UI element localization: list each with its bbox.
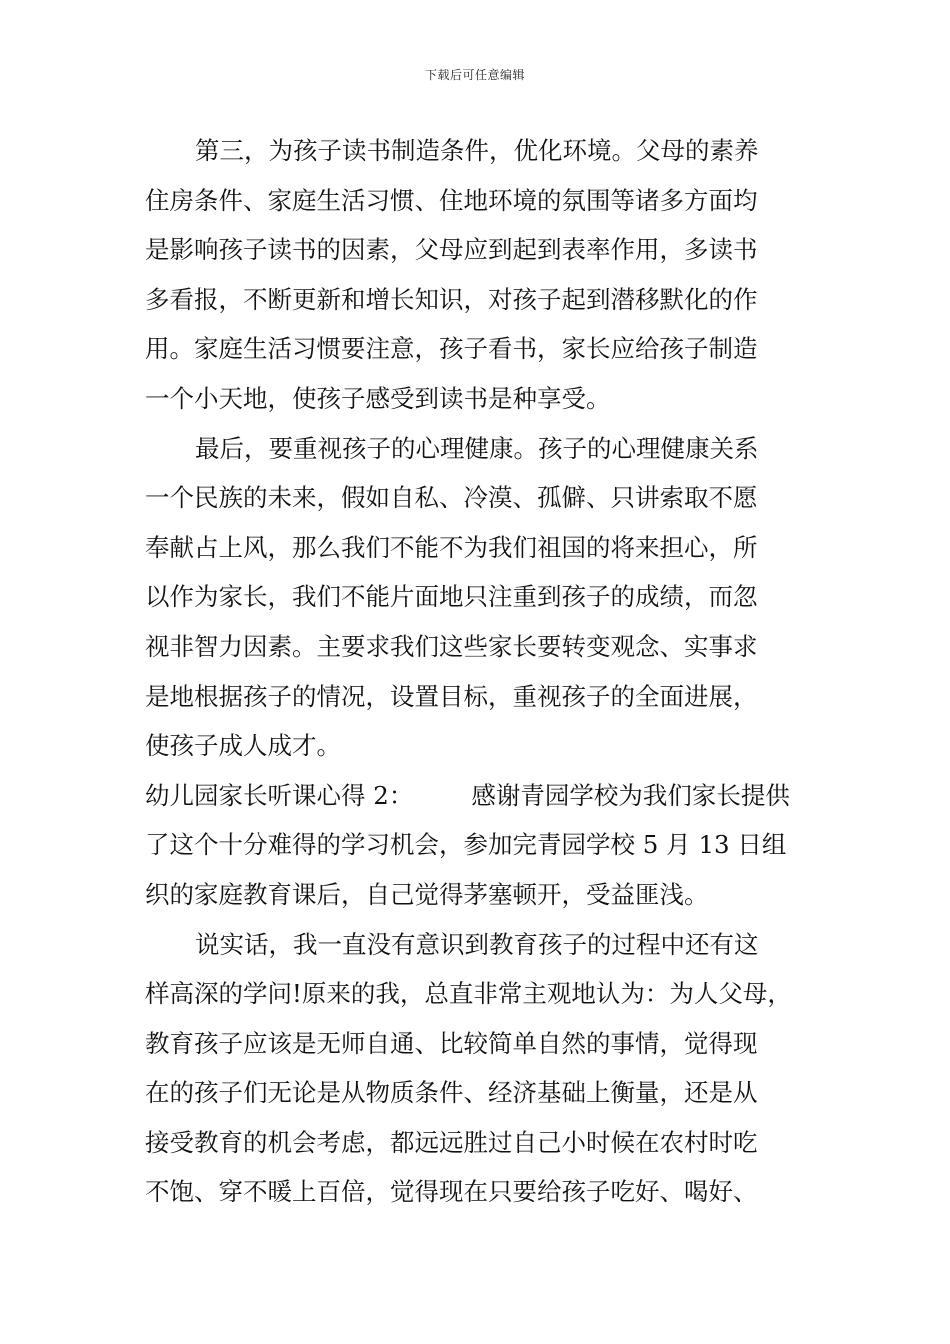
text-line <box>145 126 810 176</box>
line-text: 多看报，不断更新和增长知识，对孩子起到潜移默化的作 <box>145 284 758 314</box>
line-text: 不饱、穿不暖上百倍，觉得现在只要给孩子吃好、喝好、 <box>145 1177 758 1207</box>
line-text: 是地根据孩子的情况，设置目标，重视孩子的全面进展， <box>145 681 758 711</box>
line-text: 住房条件、家庭生活习惯、住地环境的氛围等诸多方面均 <box>145 185 758 215</box>
line-text: 教育孩子应该是无师自通、比较简单自然的事情，觉得现 <box>145 1028 758 1058</box>
section-heading: 幼儿园家长听课心得 2： <box>145 780 414 810</box>
text-line <box>145 523 810 573</box>
line-text: 织的家庭教育课后，自己觉得茅塞顿开，受益匪浅。 <box>145 879 709 909</box>
text-line <box>145 176 810 226</box>
text-line <box>145 969 810 1019</box>
text-line <box>145 1019 810 1069</box>
text-line <box>145 324 810 374</box>
text-line <box>145 275 810 325</box>
text-line <box>145 572 810 622</box>
line-text: 一个小天地，使孩子感受到读书是种享受。 <box>145 383 611 413</box>
text-line <box>145 721 810 771</box>
text-line <box>145 473 810 523</box>
text-line <box>145 920 810 970</box>
text-line <box>145 1118 810 1168</box>
text-line <box>145 1068 810 1118</box>
text-line <box>145 771 810 821</box>
line-text: 是影响孩子读书的因素，父母应到起到表率作用，多读书 <box>145 235 758 265</box>
line-text: 视非智力因素。主要求我们这些家长要转变观念、实事求 <box>145 631 758 661</box>
line-text: 了这个十分难得的学习机会，参加完青园学校 5 月 13 日组 <box>145 830 787 860</box>
text-line <box>145 622 810 672</box>
text-line <box>145 424 810 474</box>
line-text: 在的孩子们无论是从物质条件、经济基础上衡量，还是从 <box>145 1078 758 1108</box>
line-text: 奉献占上风，那么我们不能不为我们祖国的将来担心，所 <box>145 532 758 562</box>
text-line <box>145 374 810 424</box>
text-line <box>145 870 810 920</box>
line-text: 样高深的学问!原来的我，总直非常主观地认为：为人父母， <box>145 979 792 1009</box>
line-text: 用。家庭生活习惯要注意，孩子看书，家长应给孩子制造 <box>145 334 758 364</box>
line-text: 第三，为孩子读书制造条件，优化环境。父母的素养 <box>195 136 759 165</box>
line-text: 感谢青园学校为我们家长提供 <box>471 780 790 810</box>
text-line <box>145 225 810 275</box>
text-line <box>145 1167 810 1217</box>
text-line <box>145 672 810 722</box>
body-text <box>145 126 810 1217</box>
text-line <box>145 820 810 870</box>
line-text: 接受教育的机会考虑，都远远胜过自己小时候在农村时吃 <box>145 1127 758 1157</box>
line-text: 使孩子成人成才。 <box>145 731 341 761</box>
page-header: 下载后可任意编辑 <box>424 68 525 82</box>
line-text: 一个民族的未来，假如自私、冷漠、孤僻、只讲索取不愿 <box>145 483 758 513</box>
line-text: 以作为家长，我们不能片面地只注重到孩子的成绩，而忽 <box>145 582 758 612</box>
line-text: 说实话，我一直没有意识到教育孩子的过程中还有这 <box>195 929 759 959</box>
line-text: 最后，要重视孩子的心理健康。孩子的心理健康关系 <box>195 433 759 463</box>
